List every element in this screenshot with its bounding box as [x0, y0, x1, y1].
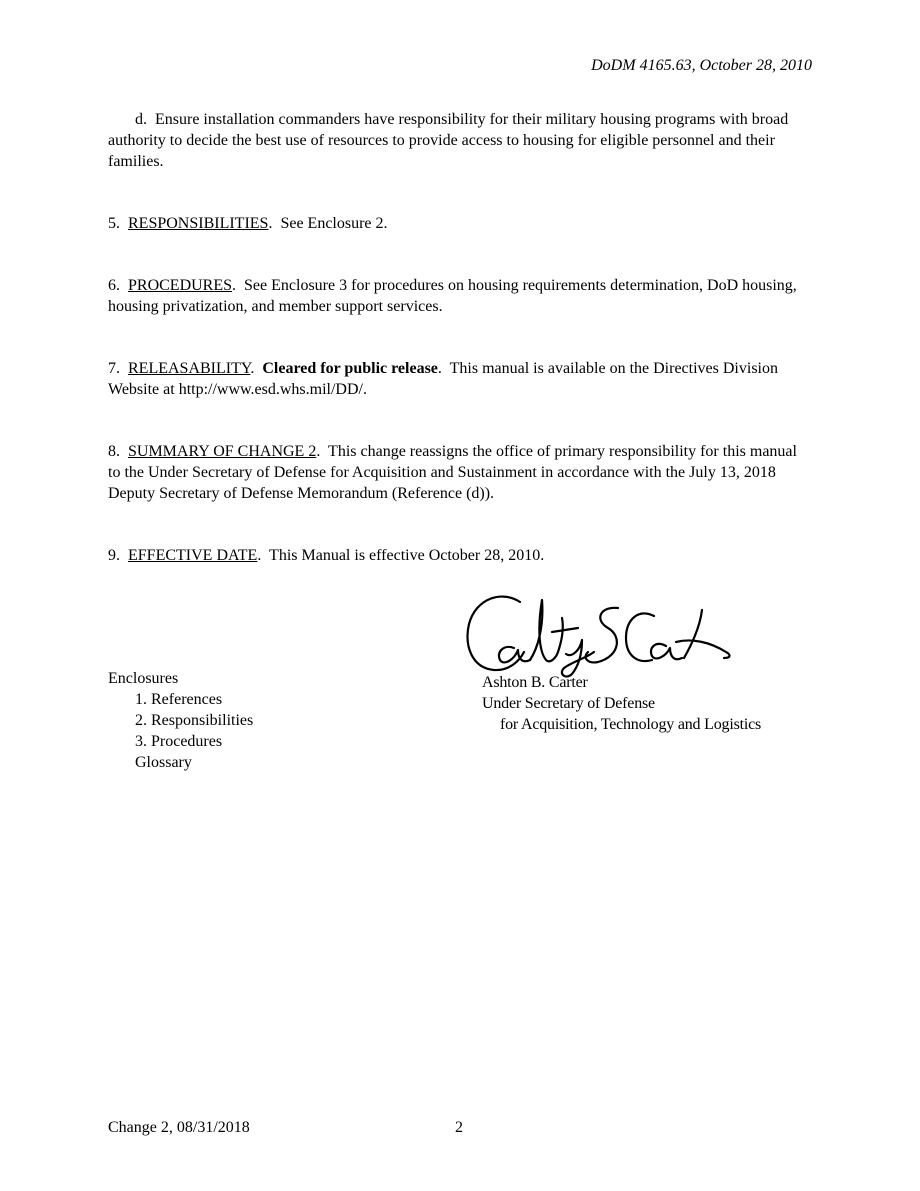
section-5-number: 5. — [108, 215, 120, 232]
footer-change-note: Change 2, 08/31/2018 — [108, 1119, 250, 1136]
enclosure-item: Glossary — [135, 754, 192, 771]
signer-office: for Acquisition, Technology and Logistics — [500, 716, 762, 733]
section-7-number: 7. — [108, 360, 120, 377]
enclosure-item: 3. Procedures — [135, 733, 223, 750]
section-9-heading: EFFECTIVE DATE — [128, 547, 258, 564]
paragraph-d-label: d. — [135, 111, 147, 128]
paragraph-d-text: Ensure installation commanders have responsibility for their military housing programs with broad authority to decide the best use of resources to provide access to housing for eligible personnel and their families. — [108, 111, 789, 170]
section-7-heading: RELEASABILITY — [128, 360, 251, 377]
section-8-text: This change reassigns the office of primary responsibility for this manual to the Under Secretary of Defense for Acquisition and Sustainment in accordance with the July 13, 2018 Deputy Secretary of Defense Memorandum (Reference (d)). — [108, 443, 797, 502]
signature-stroke-y — [562, 640, 594, 676]
section-5-heading: RESPONSIBILITIES — [128, 215, 269, 232]
section-9-number: 9. — [108, 547, 120, 564]
section-5-text: See Enclosure 2. — [280, 215, 388, 232]
section-8: 8. SUMMARY OF CHANGE 2. This change reassigns the office of primary responsibility for this manual to the Under Secretary of Defense for Acquisition and Sustainment in accordance with the July 13, 2018 Deputy Secretary of Defense Memorandum (Reference (d)). — [108, 443, 797, 502]
signature-stroke-c2 — [626, 613, 654, 661]
enclosure-item: 2. Responsibilities — [135, 712, 254, 729]
section-6: 6. PROCEDURES. See Enclosure 3 for procedures on housing requirements determination, DoD housing, housing privatization, and member support services. — [108, 277, 797, 315]
section-6-text: See Enclosure 3 for procedures on housing requirements determination, DoD housing, housing privatization, and member support services. — [108, 277, 797, 315]
section-6-number: 6. — [108, 277, 120, 294]
section-6-heading: PROCEDURES — [128, 277, 233, 294]
signature-stroke-t2 — [676, 610, 730, 658]
section-8-heading: SUMMARY OF CHANGE 2 — [128, 443, 317, 460]
signature-stroke-a2 — [651, 644, 682, 659]
footer-page-number: 2 — [455, 1119, 463, 1136]
signer-title: Under Secretary of Defense — [482, 695, 655, 712]
section-8-number: 8. — [108, 443, 120, 460]
enclosure-item: 1. References — [135, 691, 223, 708]
section-9-text: This Manual is effective October 28, 2010. — [269, 547, 545, 564]
section-7-bold-text: Cleared for public release — [262, 360, 438, 377]
section-5: 5. RESPONSIBILITIES. See Enclosure 2. — [108, 215, 388, 232]
paragraph-d — [108, 109, 808, 172]
signature-block — [482, 672, 761, 735]
signature-stroke-a — [499, 647, 530, 662]
signature-stroke-c — [468, 597, 524, 671]
signer-name: Ashton B. Carter — [482, 674, 588, 691]
document-header: DoDM 4165.63, October 28, 2010 — [591, 57, 812, 74]
handwritten-signature — [462, 588, 742, 680]
section-7: 7. RELEASABILITY. Cleared for public release. This manual is available on the Directives Division Website at http://www.esd.whs.mil/DD/. — [108, 360, 778, 398]
section-9: 9. EFFECTIVE DATE. This Manual is effective October 28, 2010. — [108, 547, 545, 564]
signature-stroke-t — [552, 618, 578, 652]
enclosures-heading: Enclosures — [108, 670, 179, 687]
enclosures-list — [108, 668, 253, 773]
section-7-text: This manual is available on the Directives Division Website at http://www.esd.whs.mil/DD/. — [108, 360, 778, 398]
